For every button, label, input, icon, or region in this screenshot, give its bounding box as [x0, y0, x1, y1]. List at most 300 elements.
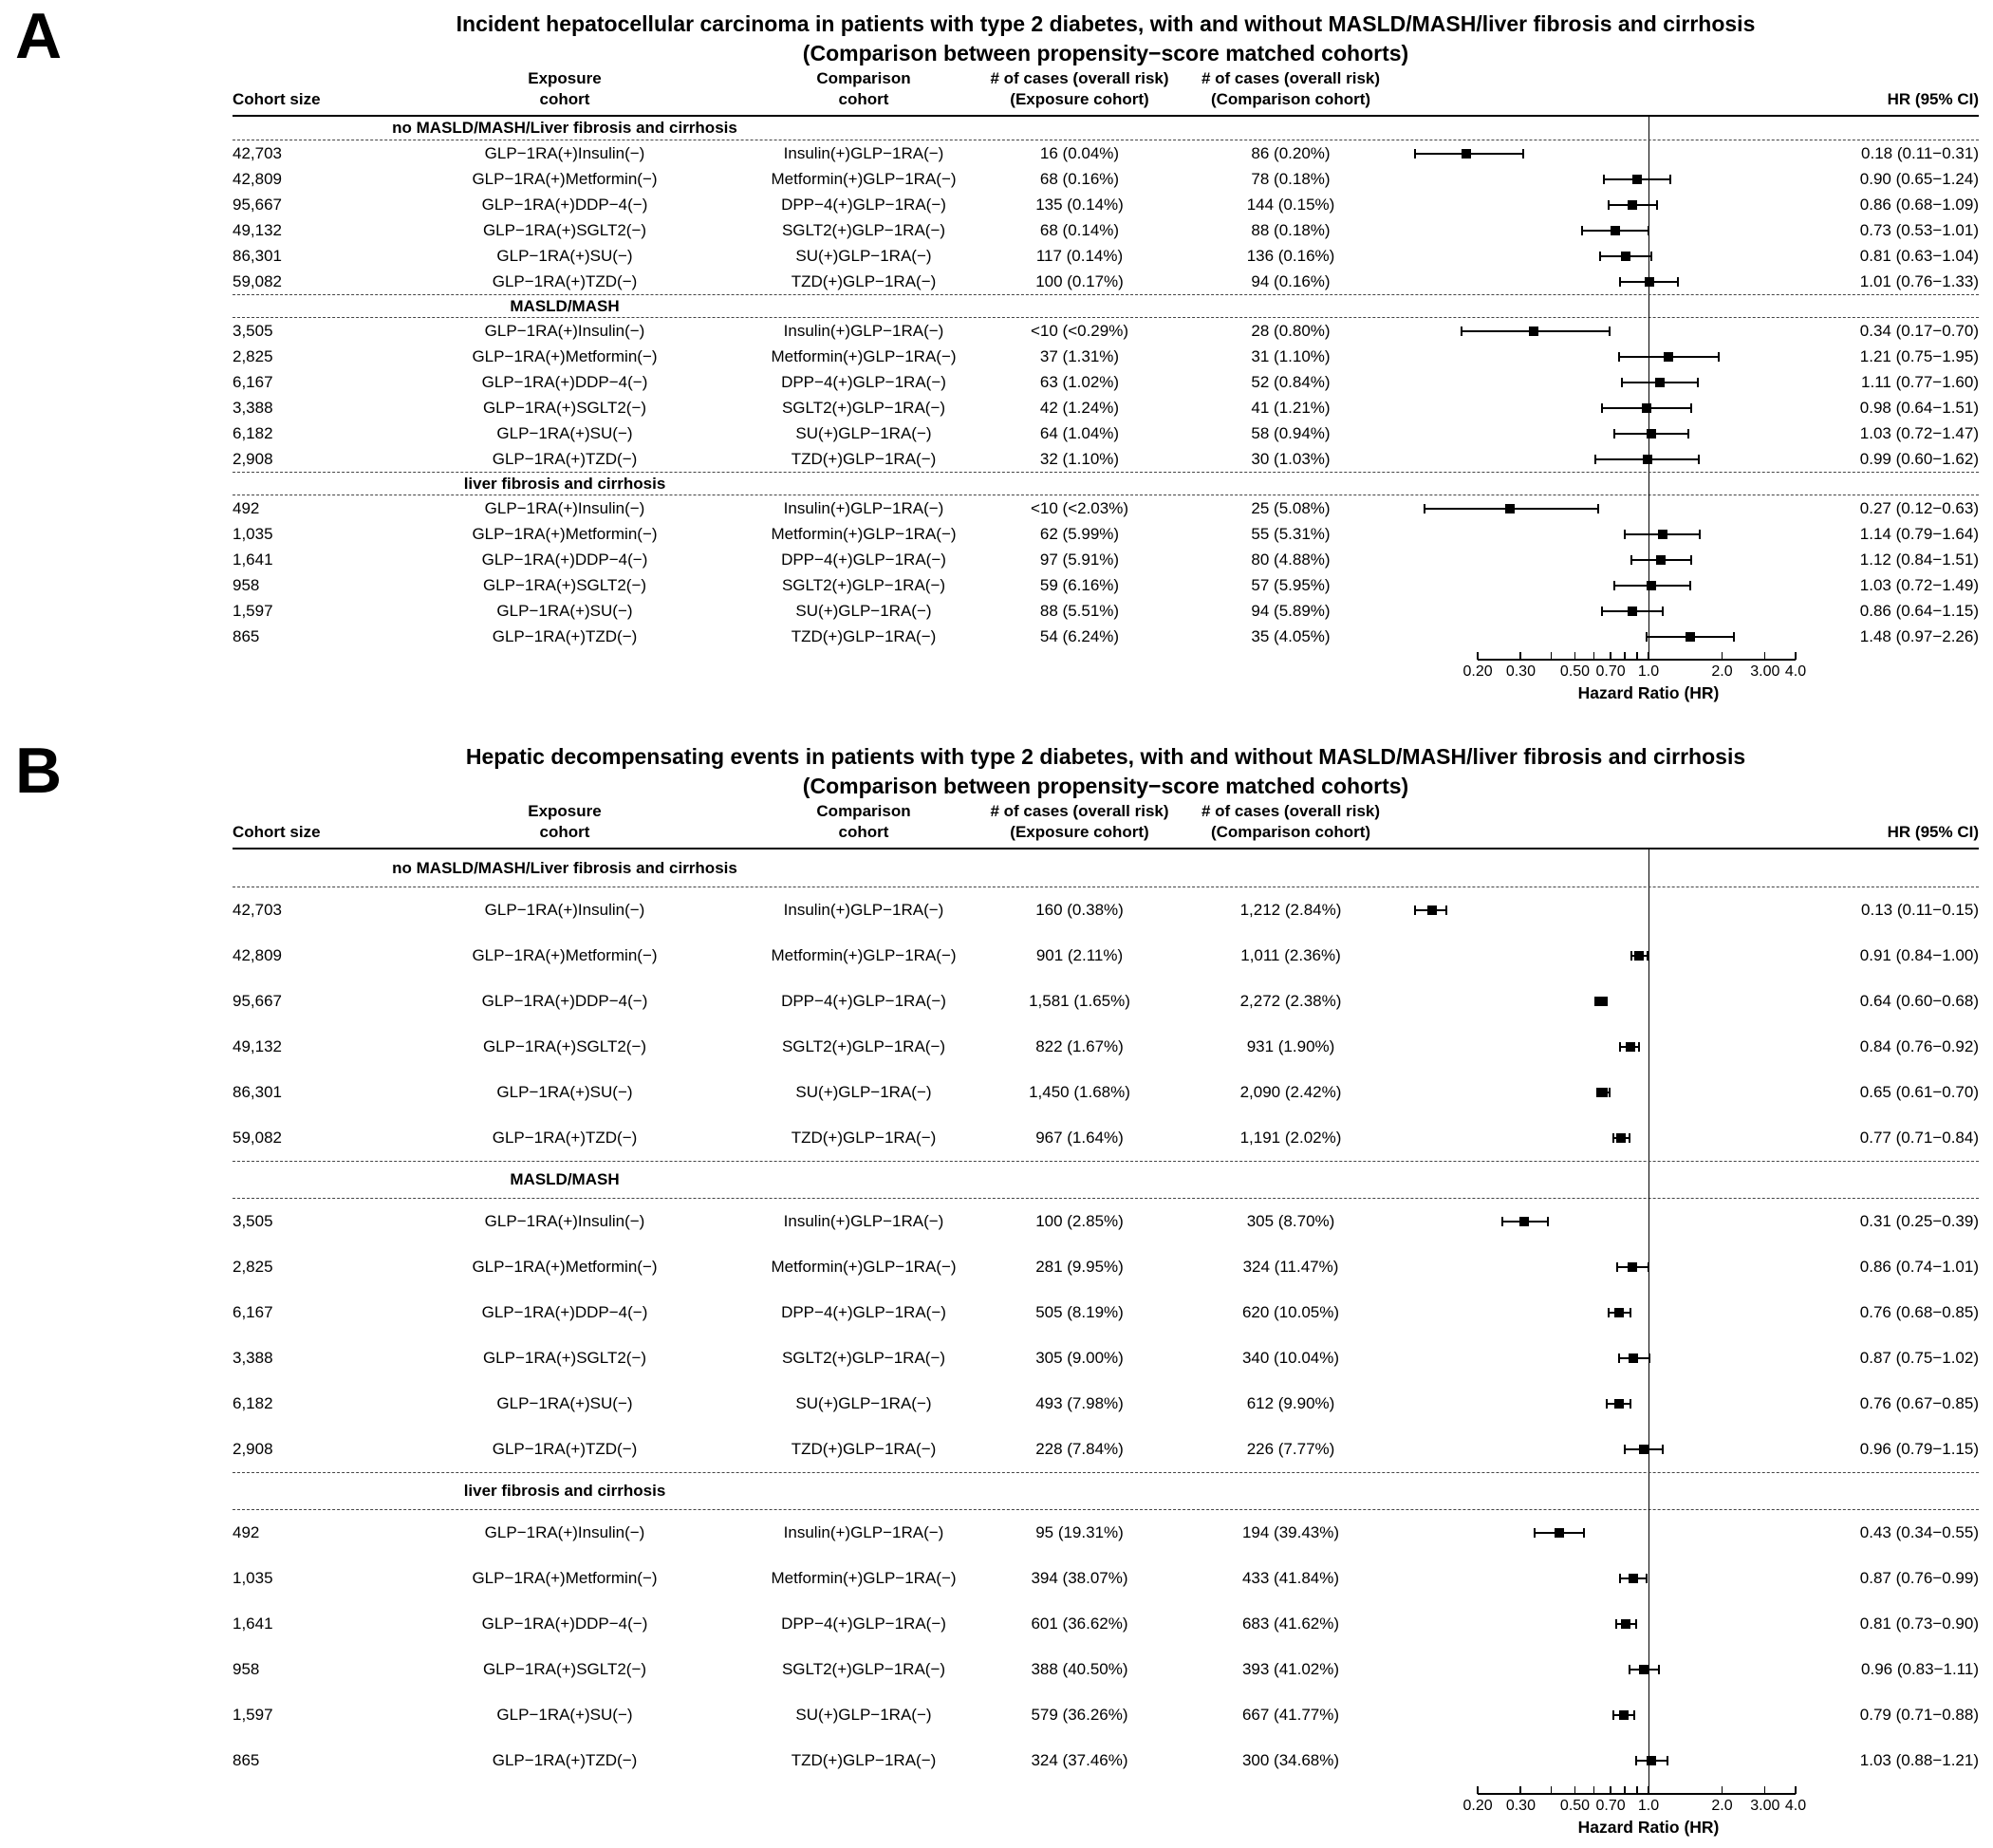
axis-tick-label: 0.30 [1505, 663, 1536, 680]
forest-plot-cell [1400, 269, 1836, 294]
hazard-ratio-axis [1400, 649, 1836, 708]
reference-line [1648, 1510, 1649, 1556]
forest-row [233, 269, 1979, 294]
exposure-cohort-cell: GLP−1RA(+)SGLT2(−) [482, 1037, 647, 1055]
axis-tick [1722, 1786, 1723, 1794]
ci-cap-right [1646, 1574, 1648, 1583]
ci-cap-right [1697, 378, 1699, 387]
cohort-size-cell: 6,167 [233, 1303, 273, 1321]
ci-cap-right [1667, 1756, 1668, 1765]
hr-ci-cell: 0.79 (0.71−0.88) [1859, 1706, 1979, 1724]
forest-row [233, 1510, 1979, 1556]
header-cases-comparison [1182, 68, 1400, 110]
cases-comparison-cell: 58 (0.94%) [1251, 423, 1331, 442]
axis-tick [1593, 652, 1595, 660]
header-cases-exposure [978, 68, 1182, 110]
cohort-size-cell: 2,908 [233, 1440, 273, 1458]
reference-line [1648, 1381, 1649, 1427]
exposure-cohort-cell: GLP−1RA(+)SU(−) [496, 1706, 633, 1724]
section-plot-cell [1400, 1473, 1836, 1510]
hr-ci-cell: 1.01 (0.76−1.33) [1859, 271, 1979, 290]
exposure-cohort-cell: GLP−1RA(+)Insulin(−) [484, 1212, 645, 1230]
comparison-cohort-cell: Insulin(+)GLP−1RA(−) [783, 143, 944, 162]
ci-cap-left [1594, 455, 1596, 464]
cases-exposure-cell: 505 (8.19%) [1035, 1303, 1124, 1321]
comparison-cohort-cell: TZD(+)GLP−1RA(−) [791, 626, 937, 645]
comparison-cohort-cell: SGLT2(+)GLP−1RA(−) [781, 1037, 946, 1055]
section-plot-cell [1400, 117, 1836, 140]
cases-exposure-cell: 579 (36.26%) [1031, 1706, 1128, 1724]
header-comparison-cohort-line2: cohort [838, 823, 889, 841]
forest-row [233, 166, 1979, 192]
forest-row [233, 1692, 1979, 1738]
header-hr-ci [1836, 822, 1979, 843]
comparison-cohort-cell: Metformin(+)GLP−1RA(−) [771, 946, 957, 964]
axis-tick [1624, 652, 1626, 660]
ci-cap-right [1662, 607, 1664, 616]
exposure-cohort-cell: GLP−1RA(+)Insulin(−) [484, 321, 645, 340]
cases-exposure-cell: 100 (2.85%) [1035, 1212, 1124, 1230]
ci-cap-right [1630, 1399, 1631, 1409]
comparison-cohort-cell: Insulin(+)GLP−1RA(−) [783, 321, 944, 340]
ci-cap-left [1618, 1353, 1620, 1363]
forest-plot-cell [1400, 1335, 1836, 1381]
cases-exposure-cell: <10 (<0.29%) [1030, 321, 1128, 340]
reference-line [1648, 887, 1649, 933]
cohort-size-cell: 6,182 [233, 1394, 273, 1412]
axis-title: Hazard Ratio (HR) [1577, 1818, 1720, 1837]
hr-point-marker [1629, 1353, 1638, 1363]
cases-exposure-cell: 135 (0.14%) [1035, 195, 1124, 214]
cohort-size-cell: 2,825 [233, 1258, 273, 1276]
comparison-cohort-cell: SGLT2(+)GLP−1RA(−) [781, 1349, 946, 1367]
cohort-size-cell: 1,597 [233, 1706, 273, 1724]
cases-comparison-cell: 35 (4.05%) [1251, 626, 1331, 645]
header-exposure-cohort-line1: Exposure [528, 802, 602, 820]
ci-cap-left [1624, 1445, 1626, 1454]
forest-row [233, 598, 1979, 624]
axis-tick [1636, 1786, 1638, 1794]
axis-tick [1477, 652, 1479, 660]
reference-line [1648, 979, 1649, 1024]
column-header-row [233, 801, 1979, 849]
hr-ci-cell: 0.81 (0.73−0.90) [1859, 1615, 1979, 1633]
cases-comparison-cell: 25 (5.08%) [1251, 498, 1331, 517]
comparison-cohort-cell: SGLT2(+)GLP−1RA(−) [781, 575, 946, 594]
exposure-cohort-cell: GLP−1RA(+)TZD(−) [492, 1751, 638, 1769]
exposure-cohort-cell: GLP−1RA(+)SGLT2(−) [482, 398, 647, 417]
forest-row [233, 420, 1979, 446]
hr-ci-cell: 0.90 (0.65−1.24) [1859, 169, 1979, 188]
axis-tick-label: 0.20 [1462, 1798, 1493, 1814]
comparison-cohort-cell: Insulin(+)GLP−1RA(−) [783, 901, 944, 919]
forest-plot-cell [1400, 1290, 1836, 1335]
cohort-size-cell: 86,301 [233, 246, 282, 265]
forest-plot-cell [1400, 572, 1836, 598]
axis-tick [1477, 1786, 1479, 1794]
cases-comparison-cell: 1,212 (2.84%) [1239, 901, 1342, 919]
hr-ci-cell: 0.76 (0.67−0.85) [1859, 1394, 1979, 1412]
cohort-size-cell: 42,809 [233, 946, 282, 964]
panel-letter: B [15, 735, 63, 807]
header-comparison-cohort-line2: cohort [838, 90, 889, 108]
section-label: liver fibrosis and cirrhosis [463, 1482, 666, 1500]
axis-tick [1551, 1786, 1553, 1794]
comparison-cohort-cell: Metformin(+)GLP−1RA(−) [771, 169, 957, 188]
cases-exposure-cell: 32 (1.10%) [1039, 449, 1120, 468]
forest-plot-cell [1400, 1692, 1836, 1738]
ci-cap-right [1629, 1133, 1630, 1143]
axis-row [233, 1783, 1979, 1848]
cases-exposure-cell: 68 (0.14%) [1039, 220, 1120, 239]
comparison-cohort-cell: TZD(+)GLP−1RA(−) [791, 449, 937, 468]
panel-title: Hepatic decompensating events in patients with type 2 diabetes, with and without MASLD/MASH/liver fibrosis and cirrhosis [465, 744, 1746, 769]
comparison-cohort-cell: Metformin(+)GLP−1RA(−) [771, 346, 957, 365]
comparison-cohort-cell: TZD(+)GLP−1RA(−) [791, 1129, 937, 1147]
forest-plot-cell [1400, 1556, 1836, 1601]
cases-exposure-cell: 95 (19.31%) [1035, 1523, 1124, 1541]
forest-row [233, 446, 1979, 472]
cases-comparison-cell: 41 (1.21%) [1251, 398, 1331, 417]
ci-cap-right [1547, 1217, 1549, 1226]
forest-row [233, 1290, 1979, 1335]
cases-comparison-cell: 226 (7.77%) [1246, 1440, 1335, 1458]
hr-point-marker [1529, 327, 1538, 336]
ci-cap-right [1687, 429, 1689, 439]
cases-comparison-cell: 94 (5.89%) [1251, 601, 1331, 620]
exposure-cohort-cell: GLP−1RA(+)SU(−) [496, 246, 633, 265]
hr-point-marker [1656, 555, 1666, 565]
comparison-cohort-cell: Insulin(+)GLP−1RA(−) [783, 498, 944, 517]
hr-ci-cell: 0.64 (0.60−0.68) [1859, 992, 1979, 1010]
ci-cap-left [1630, 555, 1632, 565]
ci-cap-left [1646, 632, 1648, 642]
hr-point-marker [1598, 1088, 1608, 1097]
header-exposure-cohort-line2: cohort [539, 823, 590, 841]
cases-exposure-cell: 160 (0.38%) [1035, 901, 1124, 919]
section-row [233, 117, 1979, 140]
ci-cap-left [1615, 1619, 1617, 1629]
forest-plot-cell [1400, 1601, 1836, 1647]
section-row [233, 1472, 1979, 1510]
hr-ci-cell: 0.84 (0.76−0.92) [1859, 1037, 1979, 1055]
hazard-ratio-axis [1400, 1783, 1836, 1848]
header-cases-exposure-line1: # of cases (overall risk) [990, 802, 1169, 820]
section-label: MASLD/MASH [510, 296, 620, 315]
hr-ci-cell: 1.03 (0.88−1.21) [1859, 1751, 1979, 1769]
cases-comparison-cell: 2,272 (2.38%) [1239, 992, 1342, 1010]
cases-exposure-cell: 62 (5.99%) [1039, 524, 1120, 543]
ci-cap-left [1601, 607, 1603, 616]
cases-comparison-cell: 683 (41.62%) [1241, 1615, 1340, 1633]
cases-exposure-cell: 281 (9.95%) [1035, 1258, 1124, 1276]
cases-comparison-cell: 30 (1.03%) [1251, 449, 1331, 468]
header-cases-exposure-line2: (Exposure cohort) [1010, 823, 1149, 841]
cohort-size-cell: 2,908 [233, 449, 273, 468]
cohort-size-cell: 3,505 [233, 321, 273, 340]
comparison-cohort-cell: DPP−4(+)GLP−1RA(−) [781, 195, 946, 214]
ci-cap-right [1669, 175, 1671, 184]
comparison-cohort-cell: SU(+)GLP−1RA(−) [795, 246, 932, 265]
section-label: liver fibrosis and cirrhosis [463, 474, 666, 493]
section-plot-cell [1400, 473, 1836, 495]
reference-line [1648, 1199, 1649, 1244]
hr-point-marker [1519, 1217, 1529, 1226]
ci-cap-right [1698, 455, 1700, 464]
cases-exposure-cell: 822 (1.67%) [1035, 1037, 1124, 1055]
exposure-cohort-cell: GLP−1RA(+)Metformin(−) [472, 169, 658, 188]
reference-line [1648, 1692, 1649, 1738]
ci-cap-left [1608, 1308, 1610, 1317]
hr-ci-cell: 0.96 (0.79−1.15) [1859, 1440, 1979, 1458]
hr-ci-cell: 0.86 (0.68−1.09) [1859, 195, 1979, 214]
cohort-size-cell: 42,703 [233, 143, 282, 162]
ci-cap-right [1609, 327, 1611, 336]
ci-cap-left [1619, 1574, 1621, 1583]
forest-row [233, 933, 1979, 979]
exposure-cohort-cell: GLP−1RA(+)Metformin(−) [472, 946, 658, 964]
ci-cap-left [1581, 226, 1583, 235]
axis-tick [1636, 652, 1638, 660]
axis-tick [1648, 1786, 1649, 1794]
header-exposure-cohort-line2: cohort [539, 90, 590, 108]
forest-plot-cell [1400, 217, 1836, 243]
hr-ci-cell: 0.81 (0.63−1.04) [1859, 246, 1979, 265]
comparison-cohort-cell: DPP−4(+)GLP−1RA(−) [781, 1615, 946, 1633]
ci-cap-right [1647, 951, 1648, 961]
ci-cap-right [1638, 1042, 1640, 1052]
hr-ci-cell: 0.34 (0.17−0.70) [1859, 321, 1979, 340]
exposure-cohort-cell: GLP−1RA(+)Insulin(−) [484, 143, 645, 162]
cohort-size-cell: 1,641 [233, 550, 273, 569]
cohort-size-cell: 95,667 [233, 992, 282, 1010]
hr-ci-cell: 1.21 (0.75−1.95) [1859, 346, 1979, 365]
ci-cap-right [1606, 997, 1608, 1006]
axis-tick [1519, 1786, 1521, 1794]
exposure-cohort-cell: GLP−1RA(+)DDP−4(−) [481, 1615, 648, 1633]
hr-ci-cell: 1.48 (0.97−2.26) [1859, 626, 1979, 645]
cases-exposure-cell: 601 (36.62%) [1031, 1615, 1128, 1633]
cases-comparison-cell: 324 (11.47%) [1242, 1258, 1339, 1276]
exposure-cohort-cell: GLP−1RA(+)TZD(−) [492, 271, 638, 290]
cases-exposure-cell: 100 (0.17%) [1035, 271, 1124, 290]
ci-cap-right [1662, 1445, 1664, 1454]
hr-point-marker [1596, 997, 1606, 1006]
axis-tick [1764, 1786, 1766, 1794]
cases-exposure-cell: 1,450 (1.68%) [1029, 1083, 1130, 1101]
ci-cap-left [1629, 1665, 1630, 1674]
hr-point-marker [1611, 226, 1620, 235]
cohort-size-cell: 492 [233, 498, 260, 517]
section-row [233, 472, 1979, 495]
cases-exposure-cell: 493 (7.98%) [1035, 1394, 1124, 1412]
forest-plot-cell [1400, 1427, 1836, 1472]
hr-ci-cell: 0.65 (0.61−0.70) [1859, 1083, 1979, 1101]
ci-cap-left [1414, 149, 1416, 159]
comparison-cohort-cell: SU(+)GLP−1RA(−) [795, 1394, 932, 1412]
reference-line [1648, 140, 1649, 166]
cohort-size-cell: 95,667 [233, 195, 282, 214]
ci-cap-left [1618, 352, 1620, 362]
forest-plot-cell [1400, 887, 1836, 933]
forest-plot-cell [1400, 140, 1836, 166]
hr-point-marker [1616, 1133, 1626, 1143]
axis-title: Hazard Ratio (HR) [1577, 683, 1720, 702]
ci-cap-left [1603, 175, 1605, 184]
hr-point-marker [1642, 403, 1651, 413]
ci-cap-right [1522, 149, 1524, 159]
cases-comparison-cell: 194 (39.43%) [1241, 1523, 1340, 1541]
hr-point-marker [1634, 951, 1644, 961]
axis-tick-label: 0.70 [1595, 1798, 1626, 1814]
forest-row [233, 217, 1979, 243]
comparison-cohort-cell: TZD(+)GLP−1RA(−) [791, 271, 937, 290]
axis-tick [1574, 652, 1576, 660]
cohort-size-cell: 59,082 [233, 271, 282, 290]
forest-row [233, 495, 1979, 521]
hr-ci-cell: 0.91 (0.84−1.00) [1859, 946, 1979, 964]
cases-exposure-cell: 324 (37.46%) [1031, 1751, 1128, 1769]
cohort-size-cell: 1,035 [233, 524, 273, 543]
header-exposure-cohort-line1: Exposure [528, 69, 602, 87]
hr-ci-cell: 0.13 (0.11−0.15) [1861, 901, 1979, 919]
cohort-size-cell: 6,182 [233, 423, 273, 442]
hr-point-marker [1664, 352, 1673, 362]
exposure-cohort-cell: GLP−1RA(+)Metformin(−) [472, 1258, 658, 1276]
cases-comparison-cell: 620 (10.05%) [1241, 1303, 1340, 1321]
cases-comparison-cell: 305 (8.70%) [1246, 1212, 1335, 1230]
exposure-cohort-cell: GLP−1RA(+)SGLT2(−) [482, 575, 647, 594]
hr-ci-cell: 1.03 (0.72−1.47) [1859, 423, 1979, 442]
ci-cap-right [1658, 1665, 1660, 1674]
cases-comparison-cell: 55 (5.31%) [1251, 524, 1331, 543]
forest-table [233, 801, 1979, 1848]
cases-exposure-cell: 228 (7.84%) [1035, 1440, 1124, 1458]
ci-cap-left [1619, 1042, 1621, 1052]
ci-cap-left [1624, 530, 1626, 539]
forest-row [233, 192, 1979, 217]
forest-plot-cell [1400, 243, 1836, 269]
header-exposure-cohort [380, 68, 750, 110]
exposure-cohort-cell: GLP−1RA(+)TZD(−) [492, 1440, 638, 1458]
forest-row [233, 1738, 1979, 1783]
ci-cap-right [1597, 504, 1599, 513]
axis-tick-label: 0.70 [1595, 663, 1626, 680]
exposure-cohort-cell: GLP−1RA(+)Metformin(−) [472, 524, 658, 543]
cases-exposure-cell: 42 (1.24%) [1039, 398, 1120, 417]
forest-plot-cell [1400, 624, 1836, 649]
forest-row [233, 1244, 1979, 1290]
cases-comparison-cell: 393 (41.02%) [1241, 1660, 1340, 1678]
header-cases-exposure-line1: # of cases (overall risk) [990, 69, 1169, 87]
hr-ci-cell: 0.43 (0.34−0.55) [1859, 1523, 1979, 1541]
ci-cap-left [1424, 504, 1425, 513]
ci-cap-left [1601, 403, 1603, 413]
ci-cap-right [1648, 1353, 1650, 1363]
section-row [233, 1161, 1979, 1199]
header-cases-comparison-line2: (Comparison cohort) [1210, 823, 1371, 841]
comparison-cohort-cell: TZD(+)GLP−1RA(−) [791, 1751, 937, 1769]
cases-comparison-cell: 340 (10.04%) [1241, 1349, 1340, 1367]
forest-plot-cell [1400, 369, 1836, 395]
ci-cap-left [1616, 1262, 1618, 1272]
reference-line [1648, 1070, 1649, 1115]
comparison-cohort-cell: Metformin(+)GLP−1RA(−) [771, 1258, 957, 1276]
panel-subtitle: (Comparison between propensity−score matched cohorts) [802, 774, 1409, 798]
cases-comparison-cell: 80 (4.88%) [1251, 550, 1331, 569]
header-cases-exposure [978, 801, 1182, 843]
forest-plot-cell [1400, 979, 1836, 1024]
cohort-size-cell: 6,167 [233, 372, 273, 391]
comparison-cohort-cell: DPP−4(+)GLP−1RA(−) [781, 1303, 946, 1321]
ci-cap-right [1656, 200, 1658, 210]
cases-comparison-cell: 86 (0.20%) [1251, 143, 1331, 162]
cohort-size-cell: 958 [233, 575, 260, 594]
comparison-cohort-cell: DPP−4(+)GLP−1RA(−) [781, 372, 946, 391]
reference-line [1648, 495, 1649, 521]
forest-plot-cell [1400, 1381, 1836, 1427]
comparison-cohort-cell: Metformin(+)GLP−1RA(−) [771, 1569, 957, 1587]
reference-line [1648, 1115, 1649, 1161]
axis-tick [1610, 652, 1611, 660]
forest-table [233, 68, 1979, 708]
ci-cap-right [1718, 352, 1720, 362]
cohort-size-cell: 42,809 [233, 169, 282, 188]
axis-tick-label: 4.0 [1784, 663, 1807, 680]
ci-cap-left [1612, 1710, 1614, 1720]
cases-exposure-cell: 54 (6.24%) [1039, 626, 1120, 645]
hr-ci-cell: 0.99 (0.60−1.62) [1859, 449, 1979, 468]
exposure-cohort-cell: GLP−1RA(+)SGLT2(−) [482, 1349, 647, 1367]
forest-plot-cell [1400, 420, 1836, 446]
comparison-cohort-cell: SGLT2(+)GLP−1RA(−) [781, 220, 946, 239]
axis-tick-label: 3.00 [1750, 663, 1780, 680]
forest-row [233, 1647, 1979, 1692]
exposure-cohort-cell: GLP−1RA(+)TZD(−) [492, 1129, 638, 1147]
ci-cap-right [1650, 252, 1652, 261]
cases-comparison-cell: 612 (9.90%) [1246, 1394, 1335, 1412]
hr-point-marker [1647, 429, 1656, 439]
hr-ci-cell: 0.86 (0.74−1.01) [1859, 1258, 1979, 1276]
hr-point-marker [1643, 455, 1652, 464]
reference-line [1648, 1473, 1649, 1510]
hr-point-marker [1628, 1262, 1637, 1272]
comparison-cohort-cell: Metformin(+)GLP−1RA(−) [771, 524, 957, 543]
exposure-cohort-cell: GLP−1RA(+)SU(−) [496, 423, 633, 442]
header-exposure-cohort [380, 801, 750, 843]
cases-exposure-cell: 305 (9.00%) [1035, 1349, 1124, 1367]
axis-tick [1624, 1786, 1626, 1794]
forest-plot-cell [1400, 1510, 1836, 1556]
cohort-size-cell: 49,132 [233, 1037, 282, 1055]
hr-ci-cell: 0.31 (0.25−0.39) [1859, 1212, 1979, 1230]
cases-exposure-cell: 1,581 (1.65%) [1029, 992, 1130, 1010]
axis-row [233, 649, 1979, 708]
hr-point-marker [1614, 1308, 1624, 1317]
cohort-size-cell: 865 [233, 626, 260, 645]
ci-cap-left [1635, 1756, 1637, 1765]
comparison-cohort-cell: SU(+)GLP−1RA(−) [795, 601, 932, 620]
reference-line [1648, 849, 1649, 887]
forest-plot-cell [1400, 1738, 1836, 1783]
cases-exposure-cell: 16 (0.04%) [1039, 143, 1120, 162]
header-cohort-size [233, 89, 380, 110]
header-cases-comparison-line1: # of cases (overall risk) [1201, 69, 1381, 87]
cohort-size-cell: 2,825 [233, 346, 273, 365]
cohort-size-cell: 1,035 [233, 1569, 273, 1587]
header-hr-ci-label: HR (95% CI) [1887, 823, 1979, 841]
ci-cap-left [1599, 252, 1601, 261]
